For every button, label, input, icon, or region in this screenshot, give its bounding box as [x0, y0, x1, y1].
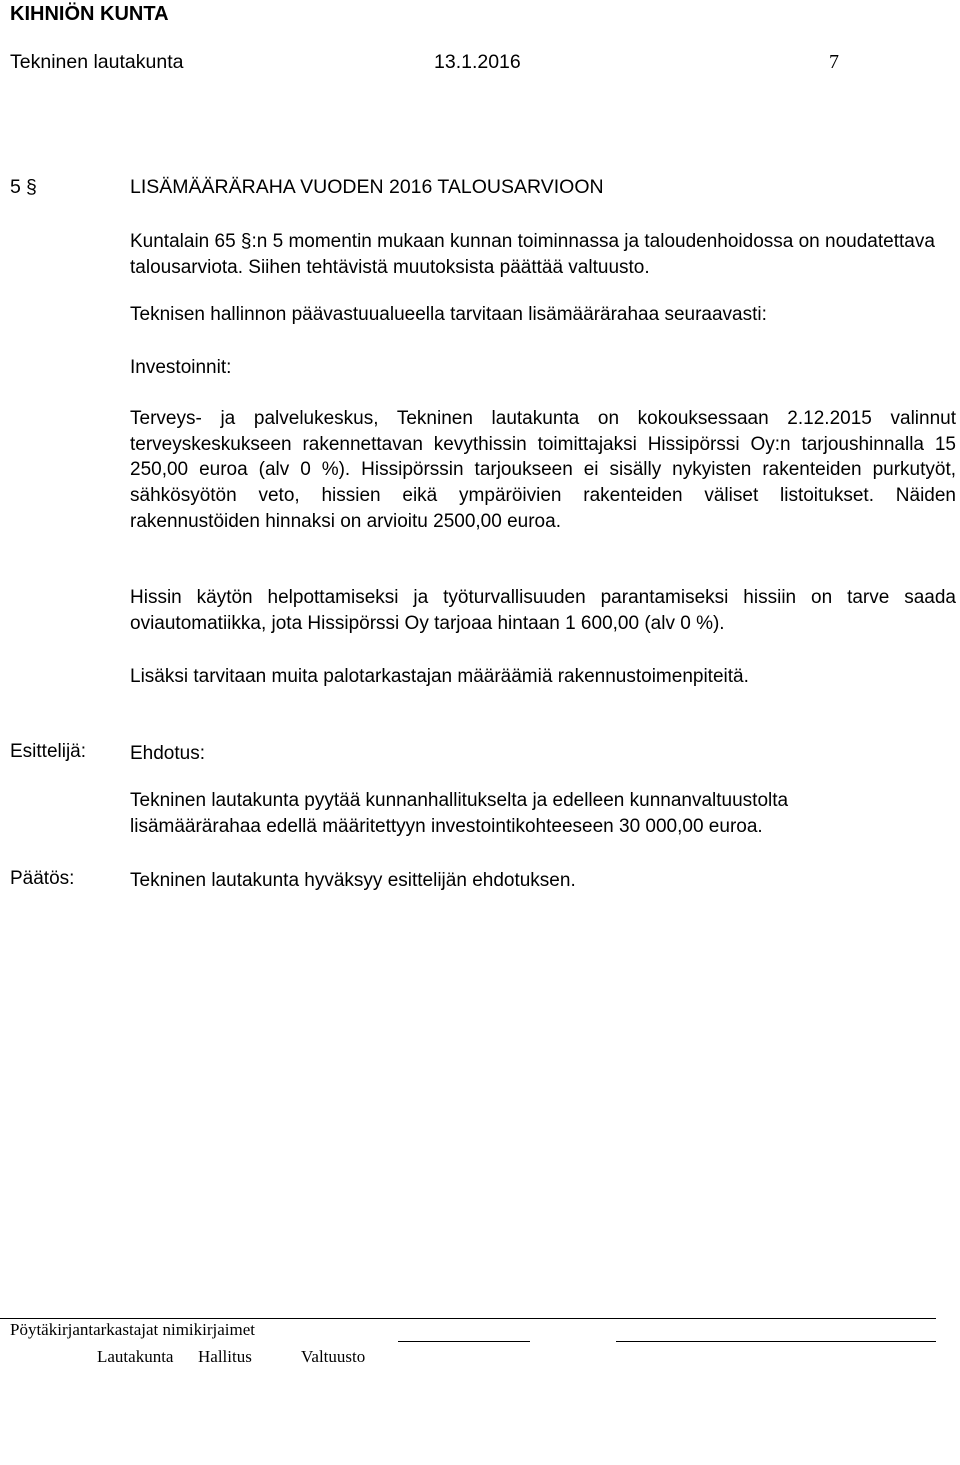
proposal-text: Tekninen lautakunta pyytää kunnanhallitukselta ja edelleen kunnanvaltuustolta lisämäärärahaa edellä määritettyyn investointikohteeseen 30 000,00 euroa. — [130, 790, 789, 837]
organization-name: KIHNIÖN KUNTA — [10, 3, 169, 25]
signature-box-line — [616, 1341, 936, 1342]
signature-box-line — [398, 1341, 530, 1342]
decision-text: Tekninen lautakunta hyväksyy esittelijän ehdotuksen. — [130, 870, 576, 891]
paragraph-elevator-purchase: Terveys- ja palvelukeskus, Tekninen lautakunta on kokouksessaan 2.12.2015 valinnut terveyskeskukseen rakennettavan kevythissin toimittajaksi Hissipörssi Oy:n tarjoushinnalla 15 250,00 euroa (alv 0 %). Hissipörssin tarjoukseen ei sisälly nykyisten rakenteiden purkutyöt, sähkösyötön veto, hissien eikä ympäröivien rakenteiden väliset listoitukset. Näiden rakennustöiden hinnaksi on arvioitu 2500,00 euroa. — [130, 408, 956, 532]
footer-body-valtuusto: Valtuusto — [301, 1347, 366, 1366]
signatures-label: Pöytäkirjantarkastajat nimikirjaimet — [10, 1320, 256, 1339]
paragraph-budget-law: Kuntalain 65 §:n 5 momentin mukaan kunnan toiminnassa ja taloudenhoidossa on noudatettava talousarviota. Siihen tehtävistä muutoksista päättää valtuusto. — [130, 231, 935, 278]
paragraph-additional-funding: Teknisen hallinnon päävastuualueella tarvitaan lisämäärärahaa seuraavasti: — [130, 304, 767, 325]
section-sign: § — [26, 176, 37, 198]
paragraph-investments-label: Investoinnit: — [130, 357, 232, 378]
committee-name: Tekninen lautakunta — [10, 51, 184, 73]
footer-body-hallitus: Hallitus — [198, 1347, 252, 1366]
paragraph-door-automation: Hissin käytön helpottamiseksi ja työturvallisuuden parantamiseksi hissiin on tarve saada oviautomatiikka, jota Hissipörssi Oy tarjoaa hintaan 1 600,00 (alv 0 %). — [130, 587, 956, 634]
proposal-label: Ehdotus: — [130, 743, 205, 764]
section-number: 5 — [10, 176, 21, 198]
page-number: 7 — [829, 51, 839, 73]
presenter-label: Esittelijä: — [10, 741, 87, 762]
meeting-date: 13.1.2016 — [434, 51, 521, 73]
footer-body-lautakunta: Lautakunta — [97, 1347, 174, 1366]
section-title: LISÄMÄÄRÄRAHA VUODEN 2016 TALOUSARVIOON — [130, 176, 604, 198]
decision-label: Päätös: — [10, 868, 75, 889]
paragraph-fire-inspection: Lisäksi tarvitaan muita palotarkastajan määräämiä rakennustoimenpiteitä. — [130, 666, 749, 687]
footer-divider — [0, 1318, 936, 1319]
